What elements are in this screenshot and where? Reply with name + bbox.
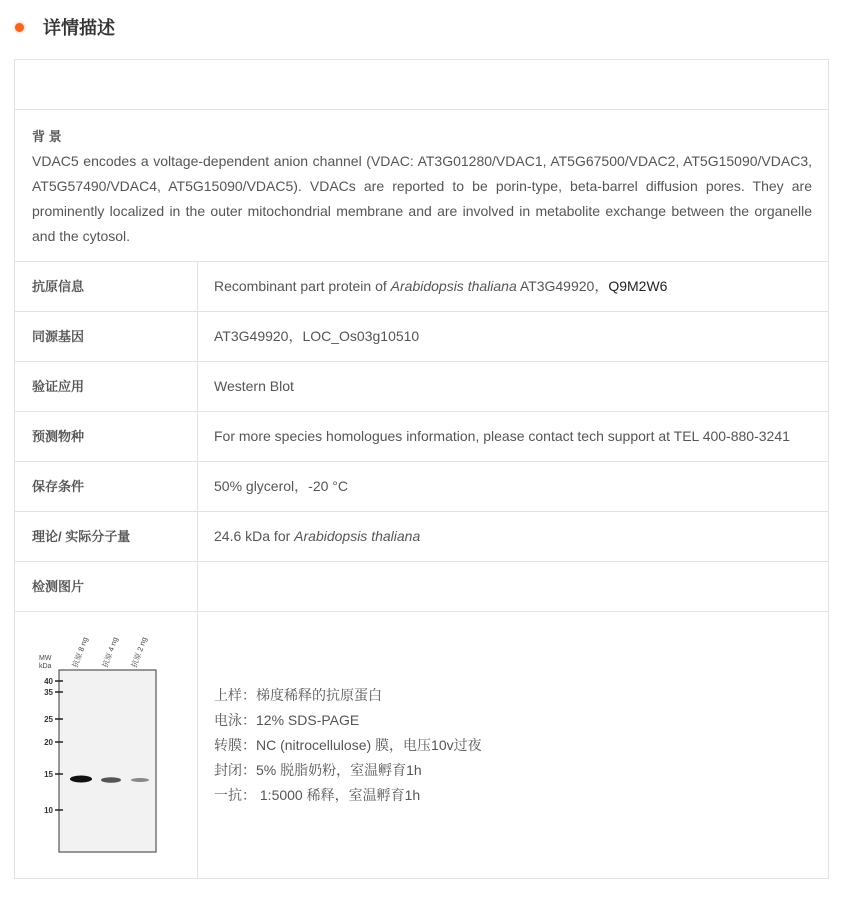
mw-species: Arabidopsis thaliana [294,528,421,544]
marker-label: 40 [44,677,53,686]
images-value [198,562,829,612]
band-lane-2 [101,777,121,783]
marker-label: 10 [44,806,53,815]
marker-label: 15 [44,770,53,779]
band-lane-3 [131,778,149,782]
antigen-gene: AT3G49920， [516,278,609,294]
note-transfer: 转膜：NC (nitrocellulose) 膜，电压10v过夜 [214,736,482,753]
protocol-notes [198,612,829,879]
mw-text: 24.6 kDa for [214,528,295,544]
note-loading: 上样：梯度稀释的抗原蛋白 [214,686,382,703]
antigen-value [198,262,829,312]
lane-label: 抗原 8 ng [70,635,90,669]
kda-heading: kDa [39,663,52,670]
antigen-text: Recombinant part protein of [214,278,391,294]
antigen-label: 抗原信息 [15,262,198,312]
antigen-species: Arabidopsis thaliana [390,278,517,294]
lane-label: 抗原 4 ng [100,635,120,669]
application-value: Western Blot [198,362,829,412]
background-cell [15,110,829,262]
bullet-dot-icon [15,23,24,32]
storage-label: 保存条件 [15,462,198,512]
homolog-value: AT3G49920，LOC_Os03g10510 [198,312,829,362]
note-primary-antibody: 一抗： 1:5000 稀释，室温孵育1h [214,786,421,803]
band-lane-1 [70,776,92,783]
section-title: 详情描述 [43,18,115,38]
background-text: VDAC5 encodes a voltage-dependent anion channel (VDAC: AT3G01280/VDAC1, AT5G67500/VDAC2, AT5G15090/VDAC3, AT5G57490/VDAC4, AT5G15090/VDAC5). VDACs are reported to be porin-type, beta-barrel diffusion pores. They are prominently localized in the outer mitochondrial membrane and are involved in metabolite exchange between the organelle and the cytosol. [32,153,812,244]
mw-label: 理论/ 实际分子量 [15,512,198,562]
section-header [0,0,849,60]
western-blot-image-cell [15,612,198,879]
images-label: 检测图片 [15,562,198,612]
marker-label: 25 [44,715,53,724]
membrane [59,670,156,852]
uniprot-id: Q9M2W6 [608,278,668,294]
empty-row [15,60,829,110]
marker-label: 35 [44,688,53,697]
note-blocking: 封闭：5% 脱脂奶粉，室温孵育1h [214,761,422,778]
species-label: 预测物种 [15,412,198,462]
western-blot-image [15,612,197,870]
marker-label: 20 [44,738,53,747]
storage-value: 50% glycerol，-20 °C [198,462,829,512]
mw-value [198,512,829,562]
species-value: For more species homologues information, please contact tech support at TEL 400-880-3241 [198,412,829,462]
details-table [14,59,829,879]
homolog-label: 同源基因 [15,312,198,362]
note-electrophoresis: 电泳：12% SDS-PAGE [214,711,360,728]
lane-label: 抗原 2 ng [129,635,149,669]
application-label: 验证应用 [15,362,198,412]
mw-heading: MW [39,655,52,662]
background-label: 背 景 [32,129,62,144]
